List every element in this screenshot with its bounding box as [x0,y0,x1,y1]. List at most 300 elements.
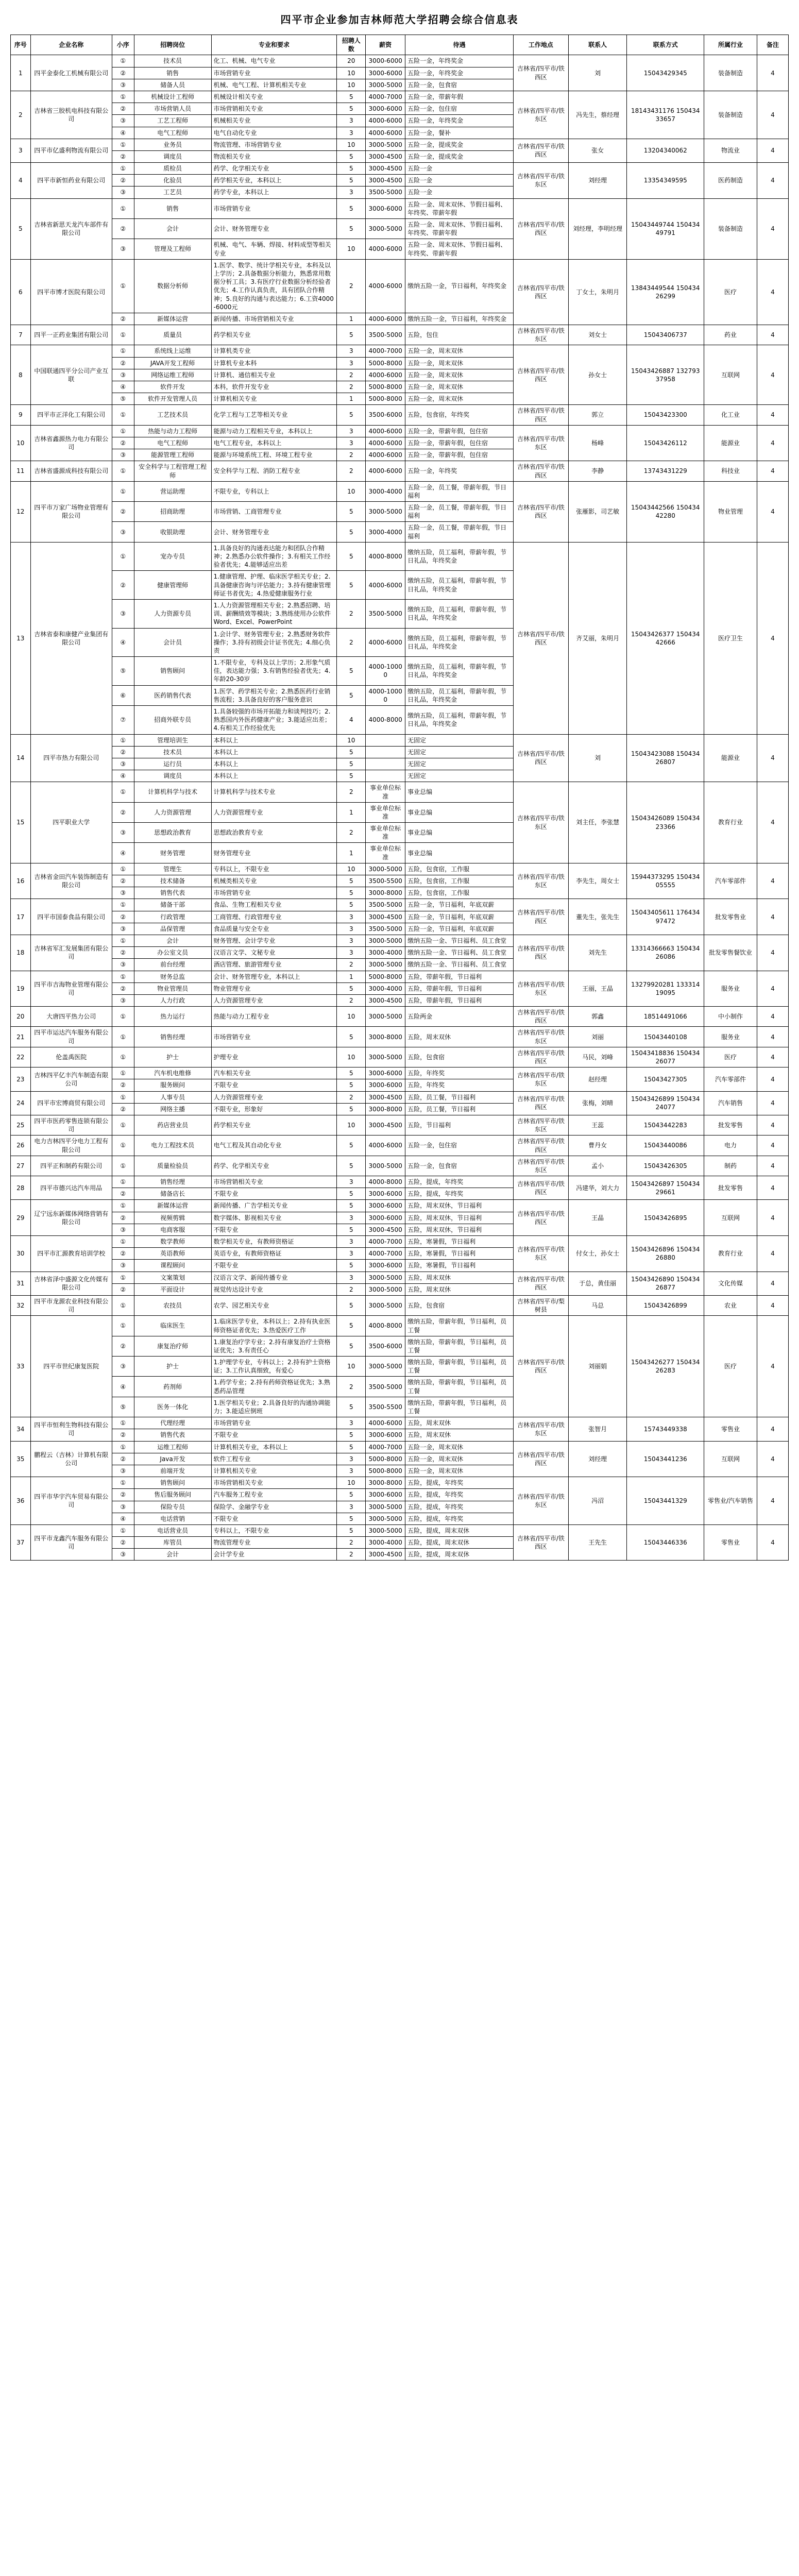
job-count: 10 [337,863,366,875]
contact-person: 李静 [568,461,626,481]
job-post: 物业管理员 [134,982,211,994]
job-requirements: 1.会计学、财务管理专业；2.熟悉财务软件操作；3.持有初级会计证书优先；4.细心负责 [211,628,337,657]
job-requirements: 计算机类专业 [211,345,337,357]
company-number: 21 [11,1027,31,1047]
work-location: 吉林省/四平市/铁东区 [513,1115,568,1135]
company-number: 19 [11,971,31,1007]
work-location: 吉林省/四平市/铁东区 [513,325,568,345]
job-count: 2 [337,1537,366,1549]
job-count: 1 [337,393,366,405]
industry: 科技业 [704,461,757,481]
contact-person: 于总，黄佳丽 [568,1272,626,1295]
job-count: 5 [337,1200,366,1212]
job-benefits: 五险，年终奖 [405,1067,514,1079]
table-row [11,935,789,946]
job-count: 5 [337,1397,366,1417]
job-post: 运维工程师 [134,1441,211,1453]
work-location: 吉林省/四平市/铁西区 [513,734,568,782]
job-salary: 3000-5000 [366,219,405,239]
job-post: 英语教师 [134,1248,211,1260]
table-row [11,1441,789,1453]
industry: 医疗 [704,1316,757,1417]
job-requirements: 药学、化学相关专业 [211,163,337,175]
job-count: 5 [337,1103,366,1115]
industry: 零售业 [704,1524,757,1561]
job-benefits: 五险一金，提成奖金 [405,139,514,150]
company-number: 10 [11,425,31,461]
company-number: 22 [11,1047,31,1067]
job-post: 电气工程师 [134,437,211,449]
job-salary: 3000-4000 [366,481,405,501]
table-row [11,1236,789,1248]
contact-person: 王丽，王晶 [568,971,626,1007]
table-row [11,1091,789,1103]
job-count: 3 [337,923,366,935]
table-row [11,55,789,67]
job-post: 储备店长 [134,1188,211,1200]
contact-phone: 15043426897 15043429661 [627,1176,704,1200]
job-count: 10 [337,734,366,746]
job-post: 工艺员 [134,187,211,198]
contact-phone: 15043426887 13279337958 [627,345,704,405]
table-row [11,1295,789,1315]
job-count: 10 [337,67,366,79]
note: 4 [757,198,788,259]
job-count: 3 [337,911,366,923]
job-benefits: 五险一金，周末双休 [405,381,514,393]
job-requirements: 会计、财务管理专业，本科以上 [211,971,337,982]
job-seq: ③ [112,369,134,381]
job-count: 10 [337,239,366,259]
job-benefits: 五险，包住 [405,325,514,345]
job-count: 5 [337,1079,366,1091]
job-benefits: 五险，周末双休，节日福利 [405,1200,514,1212]
header-benefits: 待遇 [405,35,514,55]
job-requirements: 计算机相关专业，本科以上 [211,1441,337,1453]
job-post: 能源管理工程师 [134,449,211,461]
job-post: 售后服务顾问 [134,1489,211,1501]
job-count: 5 [337,685,366,705]
contact-person: 王蕊 [568,1115,626,1135]
job-requirements: 物流管理、市场营销专业 [211,139,337,150]
job-seq: ② [112,1212,134,1224]
job-post: 健康管理师 [134,571,211,600]
company-name: 四平市德兴达汽车用品 [30,1176,112,1200]
job-salary: 3000-5000 [366,935,405,946]
job-seq: ④ [112,770,134,782]
job-benefits: 五险，包食宿，工作服 [405,887,514,899]
job-benefits: 五险一金，节日福利，年底双薪 [405,899,514,911]
job-count: 3 [337,1236,366,1248]
job-seq: ③ [112,1501,134,1513]
job-post: 销售 [134,67,211,79]
job-salary: 4000-7000 [366,91,405,103]
job-count: 3 [337,947,366,959]
job-count: 5 [337,571,366,600]
job-seq: ② [112,219,134,239]
industry: 电力 [704,1136,757,1156]
job-count: 1 [337,843,366,863]
job-benefits: 五险，员工餐，节日福利 [405,1091,514,1103]
job-requirements: 不限专业 [211,1188,337,1200]
work-location: 吉林省/四平市/铁西区 [513,405,568,425]
job-benefits: 五险，带薪年假，节日福利 [405,971,514,982]
industry: 批发零售 [704,1176,757,1200]
job-seq: ③ [112,239,134,259]
job-salary: 3000-6000 [366,1212,405,1224]
job-post: 电气工程师 [134,127,211,139]
contact-phone: 15043427305 [627,1067,704,1091]
work-location: 吉林省/四平市/铁东区 [513,971,568,1007]
job-seq: ③ [112,1224,134,1235]
job-benefits: 事业总编 [405,802,514,822]
job-post: 销售顾问 [134,1477,211,1489]
job-requirements: 市场营销专业 [211,887,337,899]
job-salary: 4000-6000 [366,239,405,259]
note: 4 [757,863,788,899]
company-number: 29 [11,1200,31,1236]
contact-person: 刘丽娟 [568,1316,626,1417]
job-count: 5 [337,1513,366,1524]
job-salary: 3000-6000 [366,1429,405,1441]
job-requirements: 市场营销相关专业 [211,1176,337,1188]
job-count: 5 [337,198,366,218]
job-post: 热能与动力工程师 [134,425,211,437]
industry: 医疗 [704,259,757,325]
work-location: 吉林省/四平市/铁东区 [513,1156,568,1176]
job-seq: ③ [112,959,134,971]
job-count: 5 [337,175,366,187]
company-number: 34 [11,1417,31,1441]
job-benefits: 五险，周末双休 [405,1272,514,1283]
job-post: 康复治疗师 [134,1336,211,1356]
job-seq: ② [112,1079,134,1091]
job-seq: ③ [112,994,134,1006]
contact-phone: 15043440108 [627,1027,704,1047]
job-seq: ① [112,899,134,911]
job-benefits: 五险，带薪年假，节日福利 [405,982,514,994]
note: 4 [757,1441,788,1477]
job-seq: ① [112,1477,134,1489]
job-post: 销售 [134,198,211,218]
work-location: 吉林省/四平市/铁东区 [513,782,568,863]
contact-person: 冯先生，蔡经理 [568,91,626,139]
job-post: 数据分析师 [134,259,211,313]
job-requirements: 本科以上 [211,746,337,758]
job-post: 数学教师 [134,1236,211,1248]
job-requirements: 市场营销专业 [211,1027,337,1047]
company-name: 四平市华宇汽车贸易有限公司 [30,1477,112,1525]
table-row [11,1417,789,1429]
job-count: 5 [337,1136,366,1156]
company-name: 四平市运达汽车服务有限公司 [30,1027,112,1047]
table-body [11,55,789,1561]
job-seq: ① [112,1007,134,1027]
job-requirements: 市场营销相关专业 [211,103,337,115]
job-post: 人力资源管理 [134,802,211,822]
company-name: 吉林省泰和康健产业集团有限公司 [30,542,112,734]
job-post: 会计员 [134,628,211,657]
note: 4 [757,1477,788,1525]
table-row [11,198,789,218]
job-salary: 3000-4500 [366,1091,405,1103]
job-benefits: 缴纳五险，带薪年假，节日福利，员工餐 [405,1377,514,1397]
job-count: 2 [337,369,366,381]
job-requirements: 化工、机械、电气专业 [211,55,337,67]
table-row [11,1272,789,1283]
job-seq: ④ [112,381,134,393]
job-salary: 3000-4000 [366,982,405,994]
job-post: 人力资源专员 [134,599,211,628]
table-header-row [11,35,789,55]
work-location: 吉林省/四平市/铁西区 [513,1047,568,1067]
company-number: 15 [11,782,31,863]
job-salary: 3000-8000 [366,1103,405,1115]
job-seq: ① [112,971,134,982]
job-requirements: 数学相关专业，有教师资格证 [211,1236,337,1248]
job-post: 系统线上运维 [134,345,211,357]
job-salary: 3000-6000 [366,1260,405,1272]
job-benefits: 缴纳五险，带薪年假，节日福利，员工餐 [405,1357,514,1377]
job-benefits: 缴纳五险，员工福利，带薪年假，节日礼品，年终奖金 [405,542,514,571]
job-benefits: 五险一金，周末双休 [405,357,514,369]
industry: 批发零售餐饮业 [704,935,757,971]
job-salary: 3500-5000 [366,599,405,628]
industry: 汽车销售 [704,1091,757,1115]
job-count: 2 [337,628,366,657]
job-seq: ① [112,1136,134,1156]
job-count: 3 [337,1465,366,1477]
work-location: 吉林省/四平市/铁西区 [513,139,568,162]
job-requirements: 会计学专业 [211,1549,337,1561]
job-count: 20 [337,55,366,67]
contact-person: 杨峰 [568,425,626,461]
job-benefits: 五险一金，周末双休 [405,1465,514,1477]
job-seq: ③ [112,1549,134,1561]
job-benefits: 缴纳五险，员工福利，带薪年假，节日礼品，年终奖金 [405,599,514,628]
job-post: 新媒体运营 [134,313,211,325]
company-number: 37 [11,1524,31,1561]
job-post: 调度员 [134,770,211,782]
job-benefits: 五险，包食宿，工作服 [405,875,514,887]
company-number: 16 [11,863,31,899]
job-salary: 3000-5000 [366,1047,405,1067]
industry: 医疗卫生 [704,542,757,734]
industry: 互联网 [704,1441,757,1477]
table-row [11,863,789,875]
job-count: 3 [337,1212,366,1224]
job-benefits: 五险一金，年终奖金 [405,115,514,127]
company-name: 吉林省鑫源热力电力有限公司 [30,425,112,461]
job-seq: ① [112,1091,134,1103]
job-post: 管理生 [134,863,211,875]
job-post: 电商客服 [134,1224,211,1235]
contact-person: 王先生 [568,1524,626,1561]
job-count: 10 [337,1047,366,1067]
contact-person: 郭立 [568,405,626,425]
contact-person: 付女士，孙女士 [568,1236,626,1272]
contact-phone: 15043426305 [627,1156,704,1176]
recruitment-table [10,35,789,1561]
job-salary: 3000-6000 [366,1188,405,1200]
job-benefits: 五险，周末双休 [405,1417,514,1429]
job-salary: 3000-4500 [366,1549,405,1561]
job-benefits: 五险，寒暑假，节日福利 [405,1236,514,1248]
contact-phone: 15043442566 15043442280 [627,481,704,542]
header-requirements: 专业和要求 [211,35,337,55]
job-count: 5 [337,1188,366,1200]
job-seq: ① [112,1272,134,1283]
job-seq: ② [112,67,134,79]
note: 4 [757,1047,788,1067]
work-location: 吉林省/四平市/铁东区 [513,1417,568,1441]
contact-person: 冯沼 [568,1477,626,1525]
table-row [11,259,789,313]
job-requirements: 热能与动力工程专业 [211,1007,337,1027]
industry: 物业管理 [704,481,757,542]
job-salary: 3000-5000 [366,1007,405,1027]
job-post: Java开发 [134,1453,211,1465]
job-salary: 3000-5000 [366,1501,405,1513]
job-requirements: 1.药学专业；2.持有药师资格证优先；3.熟悉药品管理 [211,1377,337,1397]
job-post: 代理经理 [134,1417,211,1429]
job-post: 会计 [134,219,211,239]
note: 4 [757,1200,788,1236]
job-post: 保险专员 [134,1501,211,1513]
job-salary: 4000-6000 [366,461,405,481]
job-salary: 4000-6000 [366,425,405,437]
job-requirements: 药学、化学相关专业 [211,1156,337,1176]
job-salary: 事业单位标准 [366,782,405,802]
job-requirements: 计算机相关专业 [211,1465,337,1477]
job-seq: ② [112,103,134,115]
job-requirements: 食品、生物工程相关专业 [211,899,337,911]
contact-person: 刘 [568,55,626,91]
contact-phone: 15043426112 [627,425,704,461]
job-post: 销售经理 [134,1027,211,1047]
job-benefits: 事业总编 [405,782,514,802]
job-count: 3 [337,1248,366,1260]
table-row [11,899,789,911]
job-salary: 5000-8000 [366,357,405,369]
company-number: 24 [11,1091,31,1115]
job-seq: ① [112,461,134,481]
work-location: 吉林省/四平市/铁西区 [513,198,568,259]
contact-phone: 13843449544 15043426299 [627,259,704,325]
job-seq: ③ [112,1260,134,1272]
company-name: 大唐四平热力公司 [30,1007,112,1027]
job-count: 3 [337,1176,366,1188]
job-seq: ① [112,139,134,150]
job-requirements: 不限专业，形象好 [211,1103,337,1115]
job-requirements: 专科以上，不限专业 [211,863,337,875]
contact-person: 刘先生 [568,935,626,971]
job-count: 5 [337,982,366,994]
company-number: 8 [11,345,31,405]
note: 4 [757,542,788,734]
contact-phone: 15043426890 15043426877 [627,1272,704,1295]
job-seq: ③ [112,115,134,127]
job-post: 技术员 [134,55,211,67]
contact-phone: 13743431229 [627,461,704,481]
table-row [11,461,789,481]
job-requirements: 会计、财务管理专业 [211,522,337,542]
company-name: 四平市热力有限公司 [30,734,112,782]
work-location: 吉林省/四平市/铁西区 [513,55,568,91]
job-count: 3 [337,127,366,139]
table-row [11,1115,789,1135]
header-count: 招聘人数 [337,35,366,55]
job-count: 2 [337,823,366,843]
job-benefits: 五险一金，年终奖 [405,461,514,481]
job-requirements: 1.医学、药学相关专业；2.熟悉医药行业销售流程；3.具备良好的客户服务意识 [211,685,337,705]
job-requirements: 不限专业 [211,1224,337,1235]
job-seq: ③ [112,599,134,628]
job-salary: 3500-5000 [366,899,405,911]
job-salary: 3000-6000 [366,67,405,79]
job-count: 5 [337,1156,366,1176]
job-count: 5 [337,325,366,345]
job-post: 热力运行 [134,1007,211,1027]
table-row [11,163,789,175]
job-requirements: 计算机专业本科 [211,357,337,369]
job-seq: ② [112,746,134,758]
job-count: 2 [337,381,366,393]
contact-phone: 15043442283 [627,1115,704,1135]
job-requirements: 1.健康管理、护理、临床医学相关专业；2.具备健康咨询与评估能力；3.持有健康管理师证书者优先；4.热爱健康服务行业 [211,571,337,600]
job-salary: 3000-6000 [366,198,405,218]
job-requirements: 市场营销专业 [211,198,337,218]
table-row [11,1136,789,1156]
job-count: 10 [337,1115,366,1135]
job-benefits: 五险一金，包食宿 [405,79,514,91]
contact-phone: 15043418836 15043426077 [627,1047,704,1067]
job-post: 质检员 [134,163,211,175]
company-name: 四平市万家广场物业管理有限公司 [30,481,112,542]
work-location: 吉林省/四平市/铁西区 [513,259,568,325]
job-requirements: 市场营销专业 [211,67,337,79]
contact-phone: 13204340062 [627,139,704,162]
job-seq: ③ [112,79,134,91]
job-salary: 3000-8000 [366,1477,405,1489]
job-benefits: 五险，提成，周末双休 [405,1524,514,1536]
job-benefits: 五险，寒暑假，节日福利 [405,1248,514,1260]
note: 4 [757,55,788,91]
company-number: 3 [11,139,31,162]
job-benefits: 五险一金，包住宿 [405,103,514,115]
job-salary: 3000-5000 [366,79,405,91]
job-salary: 4000-8000 [366,1176,405,1188]
job-post: 思想政治教育 [134,823,211,843]
industry: 能源业 [704,734,757,782]
job-seq: ② [112,150,134,162]
job-salary: 4000-6000 [366,313,405,325]
job-salary: 事业单位标准 [366,802,405,822]
job-benefits: 五险一金，包食宿 [405,1156,514,1176]
job-seq: ⑦ [112,706,134,735]
job-salary: 3000-4500 [366,994,405,1006]
job-benefits: 缴纳五险，带薪年假，节日福利，员工餐 [405,1336,514,1356]
contact-phone: 15043426377 15043442666 [627,542,704,734]
work-location: 吉林省/四平市/铁西区 [513,1441,568,1477]
job-seq: ① [112,259,134,313]
job-requirements: 1.临床医学专业，本科以上；2.持有执业医师资格证者优先；3.热爱医疗工作 [211,1316,337,1336]
note: 4 [757,1272,788,1295]
contact-person: 刘经理 [568,163,626,199]
contact-person: 曹丹女 [568,1136,626,1156]
job-salary: 3000-8000 [366,1027,405,1047]
job-post: 招商助理 [134,502,211,522]
